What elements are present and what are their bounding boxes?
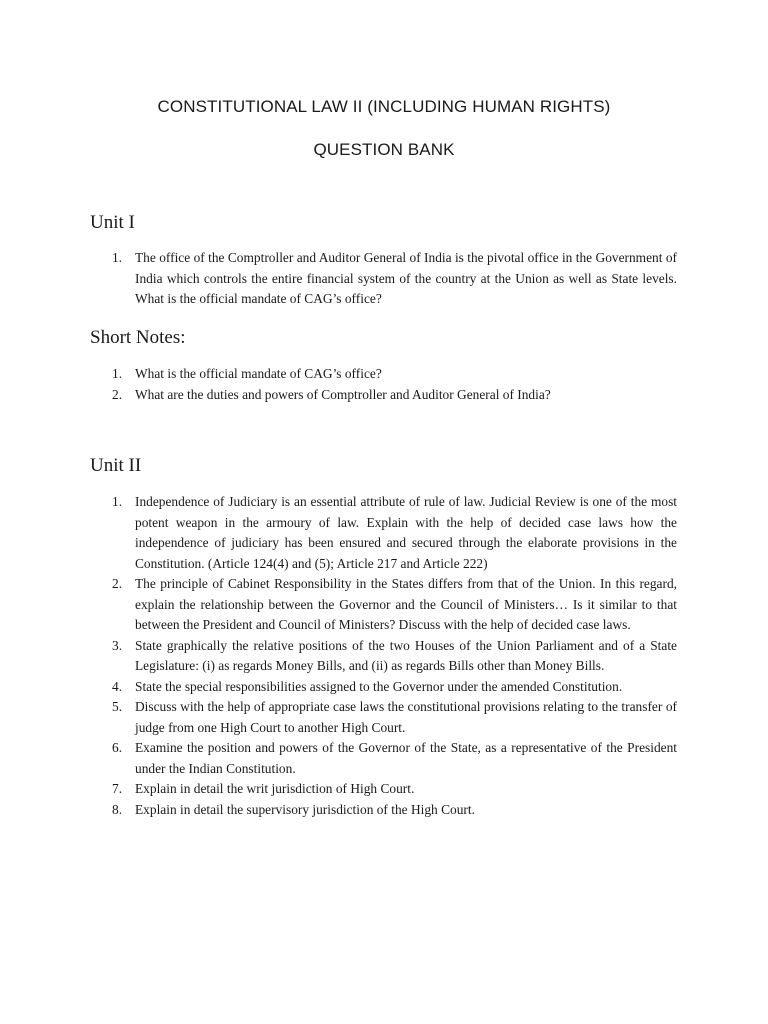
document-title: CONSTITUTIONAL LAW II (INCLUDING HUMAN RIGHTS) (157, 97, 611, 116)
list-item (90, 779, 677, 800)
question-number: 2. (112, 386, 123, 402)
document-subtitle: QUESTION BANK (313, 140, 455, 159)
question-text: Independence of Judiciary is an essential attribute of rule of law. Judicial Review is one of the most potent weapon in the armoury of law. Explain with the help of decided case laws how the independence of judiciary has been ensured and secured through the elaborate provisions in the Constitution. (Article 124(4) and (5); Article 217 and Article 222) (135, 494, 677, 571)
list-item (90, 364, 677, 385)
question-text: Explain in detail the supervisory jurisdiction of the High Court. (135, 801, 475, 817)
question-number: 3. (112, 637, 123, 653)
list-item (90, 492, 677, 574)
list-item (90, 738, 677, 779)
unit-2-question-list (90, 492, 677, 820)
question-number: 1. (112, 494, 123, 509)
unit-1-question-list (90, 248, 677, 310)
question-text: The office of the Comptroller and Auditor General of India is the pivotal office in the Government of India which controls the entire financial system of the country at the Union as well as State levels. What is the official mandate of CAG’s office? (135, 250, 677, 306)
question-number: 1. (112, 366, 123, 381)
list-item (90, 248, 677, 310)
question-number: 1. (112, 250, 123, 265)
question-text: The principle of Cabinet Responsibility in the States differs from that of the Union. In this regard, explain the relationship between the Governor and the Council of Ministers… Is it similar to that between the President and Council of Ministers? Discuss with the help of decided case laws. (135, 576, 677, 632)
question-number: 8. (112, 801, 123, 817)
question-number: 6. (112, 740, 123, 755)
short-notes-question-list (90, 364, 677, 405)
question-text: What are the duties and powers of Comptroller and Auditor General of India? (135, 386, 551, 402)
list-item (90, 574, 677, 636)
question-number: 2. (112, 576, 123, 591)
question-number: 5. (112, 699, 123, 714)
list-item (90, 697, 677, 738)
list-item (90, 385, 677, 406)
question-number: 7. (112, 781, 123, 796)
question-number: 4. (112, 678, 123, 694)
short-notes-heading: Short Notes: (90, 327, 186, 348)
unit-1-heading: Unit I (90, 212, 135, 233)
unit-2-heading: Unit II (90, 455, 142, 476)
list-item (90, 636, 677, 677)
question-text: State the special responsibilities assigned to the Governor under the amended Constitution. (135, 678, 623, 694)
list-item (90, 677, 677, 698)
list-item (90, 800, 677, 821)
question-text: Explain in detail the writ jurisdiction of High Court. (135, 781, 415, 796)
question-text: State graphically the relative positions of the two Houses of the Union Parliament and of a State Legislature: (i) as regards Money Bills, and (ii) as regards Bills other than Money Bills. (135, 637, 677, 673)
question-text: Discuss with the help of appropriate case laws the constitutional provisions relating to the transfer of judge from one High Court to another High Court. (135, 699, 677, 735)
question-text: Examine the position and powers of the Governor of the State, as a representative of the President under the Indian Constitution. (135, 740, 677, 776)
question-text: What is the official mandate of CAG’s office? (135, 366, 382, 381)
